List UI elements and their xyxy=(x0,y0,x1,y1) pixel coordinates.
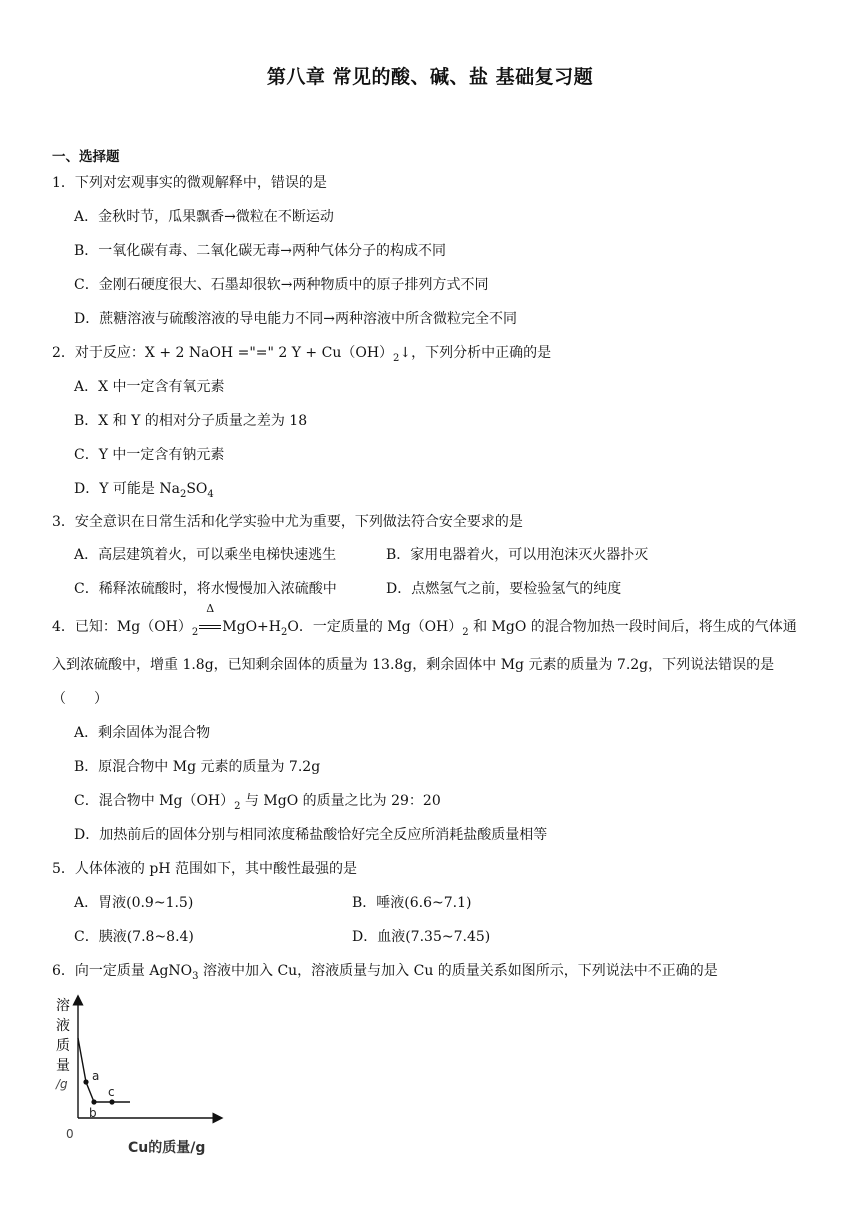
q4-l1-d: 和 MgO 的混合物加热一段时间后，将生成的气体通 xyxy=(468,619,797,635)
q2-d-sub2: 4 xyxy=(207,488,214,500)
q2-option-d xyxy=(74,479,214,505)
q4-line-2: 入到浓硫酸中，增重 1.8g，已知剩余固体的质量为 13.8g，剩余固体中 Mg 元素的质量为 7.2g，下列说法错误的是 xyxy=(52,657,775,673)
heating-condition-symbol xyxy=(198,602,222,637)
q2-option-a: A．X 中一定含有氧元素 xyxy=(74,379,225,395)
q3-option-c: C．稀释浓硫酸时，将水慢慢加入浓硫酸中 xyxy=(74,581,337,597)
q5-option-b: B．唾液(6.6~7.1) xyxy=(352,895,472,911)
q4-option-d: D．加热前后的固体分别与相同浓度稀盐酸恰好完全反应所消耗盐酸质量相等 xyxy=(74,827,548,843)
origin-label: 0 xyxy=(66,1127,74,1141)
point-a xyxy=(83,1079,88,1084)
point-b xyxy=(91,1099,96,1104)
q4-c-sub: 2 xyxy=(234,800,241,812)
y-axis-label xyxy=(55,997,70,1091)
equals-bar xyxy=(199,625,221,629)
q5-option-c: C．胰液(7.8~8.4) xyxy=(74,929,194,945)
q1-option-a: A．金秋时节，瓜果飘香→微粒在不断运动 xyxy=(74,209,334,225)
point-c-label: c xyxy=(108,1085,115,1099)
q4-c-text-b: 与 MgO 的质量之比为 29：20 xyxy=(240,793,441,809)
q1-option-d: D．蔗糖溶液与硫酸溶液的导电能力不同→两种溶液中所含微粒完全不同 xyxy=(74,311,517,327)
q4-l1-sub2: 2 xyxy=(280,626,288,638)
q4-option-b: B．原混合物中 Mg 元素的质量为 7.2g xyxy=(74,759,321,775)
q4-l1-b: MgO+H xyxy=(222,619,281,635)
q5-stem: 5．人体体液的 pH 范围如下，其中酸性最强的是 xyxy=(52,861,357,877)
q4-option-c xyxy=(74,791,441,817)
q2-stem-text-b: ↓，下列分析中正确的是 xyxy=(399,345,552,361)
q6-stem-sub: 3 xyxy=(192,970,199,982)
q5-option-d: D．血液(7.35~7.45) xyxy=(352,929,491,945)
point-b-label: b xyxy=(89,1106,97,1120)
q2-stem-sub: 2 xyxy=(393,352,400,364)
q2-d-text-a: D．Y 可能是 Na xyxy=(74,481,180,497)
y-label-char-2: 液 xyxy=(56,1018,70,1034)
q3-option-b: B．家用电器着火，可以用泡沫灭火器扑灭 xyxy=(386,547,649,563)
q4-l1-sub: 2 xyxy=(191,626,199,638)
q4-l1-sub3: 2 xyxy=(462,626,469,638)
q2-stem-text-a: 2．对于反应：X + 2 NaOH ="=" 2 Y + Cu（OH） xyxy=(52,345,394,361)
page-title: 第八章 常见的酸、碱、盐 基础复习题 xyxy=(266,66,594,88)
point-c xyxy=(109,1099,114,1104)
q4-option-a: A．剩余固体为混合物 xyxy=(74,725,211,741)
q3-option-d: D．点燃氢气之前，要检验氢气的纯度 xyxy=(386,581,622,597)
q2-option-b: B．X 和 Y 的相对分子质量之差为 18 xyxy=(74,413,308,429)
q2-option-c: C．Y 中一定含有钠元素 xyxy=(74,447,225,463)
q4-c-text-a: C．混合物中 Mg（OH） xyxy=(74,793,235,809)
y-label-char-1: 溶 xyxy=(56,998,70,1014)
q6-stem-text-b: 溶液中加入 Cu，溶液质量与加入 Cu 的质量关系如图所示，下列说法中不正确的是 xyxy=(198,963,718,979)
q6-stem xyxy=(52,961,718,987)
q4-l1-c: O．一定质量的 Mg（OH） xyxy=(287,619,463,635)
q1-stem: 1．下列对宏观事实的微观解释中，错误的是 xyxy=(52,175,327,191)
q2-d-sub1: 2 xyxy=(179,488,187,500)
q3-option-a: A．高层建筑着火，可以乘坐电梯快速逃生 xyxy=(74,547,337,563)
q4-l1-a: 4．已知：Mg（OH） xyxy=(52,619,192,635)
q4-line-3: （ ） xyxy=(52,691,108,707)
solution-mass-curve xyxy=(78,1038,130,1102)
y-label-char-3: 质 xyxy=(56,1038,70,1054)
q1-option-b: B．一氧化碳有毒、二氧化碳无毒→两种气体分子的构成不同 xyxy=(74,243,447,259)
section-heading: 一、选择题 xyxy=(52,149,120,165)
delta-symbol: Δ xyxy=(206,602,215,615)
y-label-char-4: 量 xyxy=(56,1058,70,1074)
q3-stem: 3．安全意识在日常生活和化学实验中尤为重要，下列做法符合安全要求的是 xyxy=(52,514,523,530)
q2-stem xyxy=(52,343,551,369)
q1-option-c: C．金刚石硬度很大、石墨却很软→两种物质中的原子排列方式不同 xyxy=(74,277,489,293)
y-label-unit: /g xyxy=(56,1077,68,1091)
q2-d-text-b: SO xyxy=(186,481,208,497)
x-axis-label: Cu的质量/g xyxy=(128,1140,206,1156)
q5-option-a: A．胃液(0.9~1.5) xyxy=(74,895,194,911)
q6-stem-text-a: 6．向一定质量 AgNO xyxy=(52,963,193,979)
q4-line-1 xyxy=(52,602,797,643)
solution-mass-chart xyxy=(52,992,232,1162)
point-a-label: a xyxy=(92,1069,100,1083)
